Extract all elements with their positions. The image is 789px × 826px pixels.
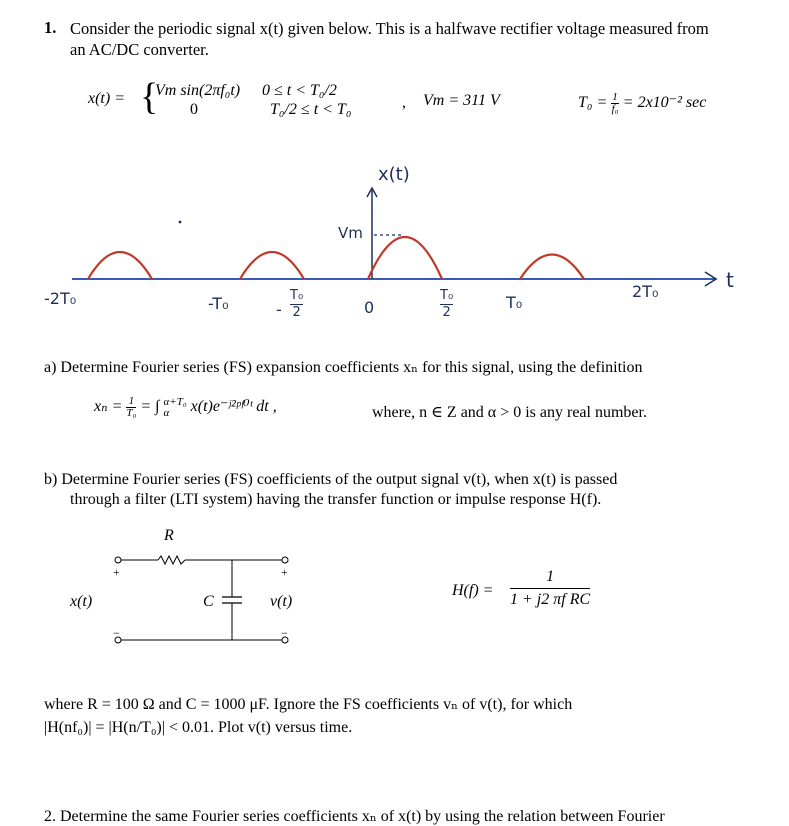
case1-condition: 0 ≤ t < T₀/2 bbox=[262, 82, 337, 99]
part-b-line1: b) Determine Fourier series (FS) coefficients of the output signal v(t), when x(t) is passed bbox=[44, 471, 618, 488]
tick-2t0: 2T₀ bbox=[632, 282, 659, 301]
formula-where: where, n ∈ Z and α > 0 is any real number. bbox=[372, 404, 647, 421]
tick-minus-half-t0 bbox=[290, 288, 303, 321]
resistor-symbol bbox=[158, 556, 185, 564]
formula-frac-den: T₀ bbox=[126, 407, 137, 419]
transfer-lhs: H(f) = bbox=[452, 582, 494, 599]
tick-zero: 0 bbox=[364, 298, 375, 317]
bottom-text bbox=[44, 693, 744, 739]
tick-minus-t0: -T₀ bbox=[208, 294, 229, 313]
formula-lhs: xₙ = bbox=[94, 398, 123, 416]
bottom-line1: where R = 100 Ω and C = 1000 μF. Ignore the FS coefficients vₙ of v(t), for which bbox=[44, 696, 573, 713]
input-plus: + bbox=[113, 565, 120, 579]
output-plus: + bbox=[281, 565, 288, 579]
t0-fraction-den: f₀ bbox=[611, 103, 619, 115]
input-signal-label: x(t) bbox=[70, 593, 93, 610]
formula-fraction bbox=[126, 396, 136, 419]
tick-half-t0 bbox=[440, 288, 453, 321]
transfer-fraction bbox=[510, 566, 590, 611]
output-signal-label: v(t) bbox=[270, 593, 293, 610]
sketch-t-label: t bbox=[726, 268, 734, 292]
equation-lhs: x(t) = bbox=[88, 90, 125, 107]
t0-fraction-num: 1 bbox=[612, 91, 618, 103]
brace-symbol: { bbox=[140, 76, 159, 118]
part-a-text: a) Determine Fourier series (FS) expansion coefficients xₙ for this signal, using the definition bbox=[44, 359, 643, 376]
formula-upper: α+T₀ bbox=[163, 395, 187, 408]
t0-lhs: T₀ = bbox=[578, 94, 608, 112]
transfer-den: 1 + j2 πf RC bbox=[510, 591, 591, 608]
tick-minus-half-den: 2 bbox=[292, 305, 301, 320]
sketch-vm-label: Vm bbox=[338, 224, 363, 242]
part-a-formula bbox=[94, 396, 277, 419]
tick-half-num: T₀ bbox=[440, 288, 454, 303]
output-minus: − bbox=[281, 626, 288, 640]
output-top-terminal bbox=[282, 557, 288, 563]
part-b-text bbox=[44, 470, 744, 510]
tick-t0: T₀ bbox=[506, 293, 523, 312]
input-minus: − bbox=[113, 626, 120, 640]
formula-integral: = ∫ bbox=[140, 398, 160, 416]
capacitor-label: C bbox=[203, 593, 214, 610]
question-text-line1: Consider the periodic signal x(t) given below. This is a halfwave rectifier voltage measured from bbox=[70, 19, 709, 38]
hump-3 bbox=[368, 237, 442, 279]
hump-4 bbox=[520, 255, 584, 280]
question-number: 1. bbox=[44, 18, 57, 37]
tick-minus-2t0: -2T₀ bbox=[44, 289, 77, 308]
stray-dot bbox=[179, 221, 182, 224]
question-text-line2: an AC/DC converter. bbox=[70, 40, 209, 59]
tick-half-den: 2 bbox=[442, 305, 451, 320]
question-text bbox=[70, 18, 760, 60]
tick-minus-half-sign: - bbox=[276, 300, 282, 319]
tick-minus-half-num: T₀ bbox=[290, 288, 304, 303]
case1-expression: Vm sin(2πf₀t) bbox=[155, 82, 241, 99]
t0-fraction bbox=[611, 92, 619, 115]
hump-2 bbox=[240, 252, 304, 279]
formula-body: x(t)e⁻ʲ²ᵖᶠ⁰ᵗ dt , bbox=[190, 398, 277, 416]
t0-rhs: = 2x10⁻² sec bbox=[622, 94, 707, 112]
halfwave-sketch bbox=[0, 160, 789, 340]
part-b-line2: through a filter (LTI system) having the transfer function or impulse response H(f). bbox=[70, 491, 602, 508]
vm-value: Vm = 311 V bbox=[423, 92, 500, 109]
bottom-line2: |H(nf₀)| = |H(n/T₀)| < 0.01. Plot v(t) versus time. bbox=[44, 719, 353, 736]
hump-1 bbox=[88, 252, 152, 279]
resistor-label: R bbox=[164, 527, 174, 544]
t0-definition bbox=[578, 92, 706, 115]
formula-frac-num: 1 bbox=[126, 396, 136, 408]
next-question-line: 2. Determine the same Fourier series coefficients xₙ of x(t) by using the relation between Fourier bbox=[44, 808, 665, 825]
formula-lower: α bbox=[163, 406, 170, 419]
case2-condition: T₀/2 ≤ t < T₀ bbox=[270, 101, 352, 118]
equation-comma: , bbox=[402, 94, 406, 111]
sketch-y-label: x(t) bbox=[378, 164, 410, 185]
input-top-terminal bbox=[115, 557, 121, 563]
case2-expression: 0 bbox=[190, 101, 198, 118]
transfer-num: 1 bbox=[510, 566, 590, 589]
formula-limits bbox=[164, 397, 187, 419]
